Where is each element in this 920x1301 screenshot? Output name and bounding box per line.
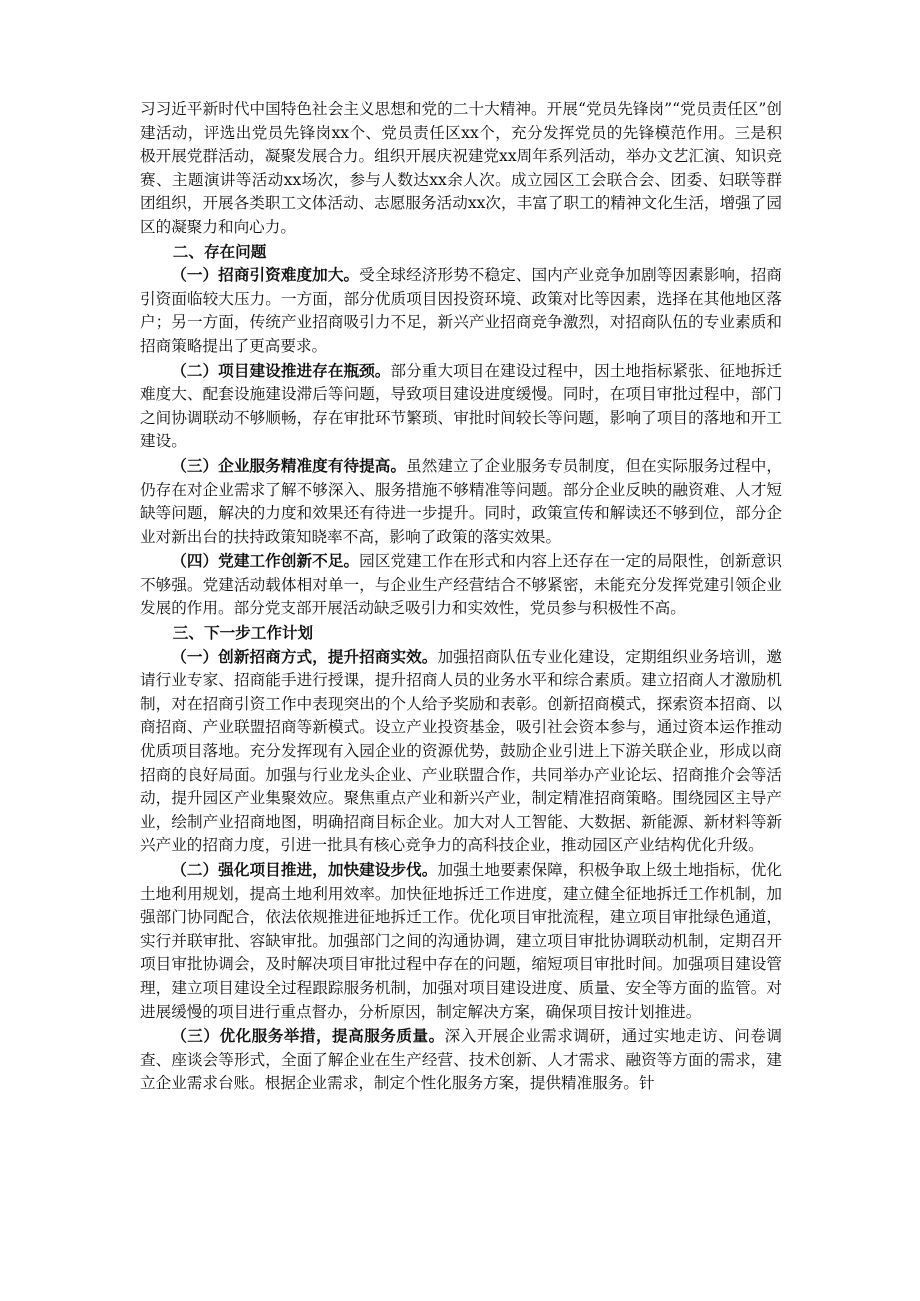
plan-paragraph bbox=[140, 645, 782, 858]
plan-paragraph bbox=[140, 858, 782, 1024]
problem-paragraph bbox=[140, 359, 782, 454]
intro-paragraph: 习习近平新时代中国特色社会主义思想和党的二十大精神。开展“党员先锋岗”“党员责任区”创建活动，评选出党员先锋岗xx个、党员责任区xx个，充分发挥党员的先锋模范作用。三是积极开展党群活动，凝聚发展合力。组织开展庆祝建党xx周年系列活动，举办文艺汇演、知识竞赛、主题演讲等活动xx场次，参与人数达xx余人次。成立园区工会联合会、团委、妇联等群团组织，开展各类职工文体活动、志愿服务活动xx次，丰富了职工的精神文化生活，增强了园区的凝聚力和向心力。 bbox=[140, 100, 782, 236]
problem-text: 受全球经济形势不稳定、国内产业竞争加剧等因素影响，招商引资面临较大压力。一方面，部分优质项目因投资环境、政策对比等因素，选择在其他地区落户；另一方面，传统产业招商吸引力不足，新兴产业招商竞争激烈，对招商队伍的专业素质和招商策略提出了更高要求。 bbox=[140, 266, 782, 355]
problem-paragraph bbox=[140, 263, 782, 358]
problem-lead: （四）党建工作创新不足。 bbox=[171, 551, 360, 571]
plan-paragraph bbox=[140, 1024, 782, 1096]
document-page bbox=[140, 98, 782, 1096]
problem-text: 部分重大项目在建设过程中，因土地指标紧张、征地拆迁难度大、配套设施建设滞后等问题，导致项目建设进度缓慢。同时，在项目审批过程中，部门之间协调联动不够顺畅，存在审批环节繁琐、审批时间较长等问题，影响了项目的落地和开工建设。 bbox=[140, 361, 782, 451]
problem-lead: （一）招商引资难度加大。 bbox=[171, 265, 360, 285]
problem-paragraph bbox=[140, 549, 782, 621]
problem-paragraph bbox=[140, 454, 782, 549]
problem-text: 园区党建工作在形式和内容上还存在一定的局限性，创新意识不够强。党建活动载体相对单一，与企业生产经营结合不够紧密，未能充分发挥党建引领企业发展的作用。部分党支部开展活动缺乏吸引力和实效性，党员参与积极性不高。 bbox=[140, 552, 782, 618]
problem-text: 虽然建立了企业服务专员制度，但在实际服务过程中，仍存在对企业需求了解不够深入、服务措施不够精准等问题。部分企业反映的融资难、人才短缺等问题，解决的力度和效果还有待进一步提升。同时，政策宣传和解读还不够到位，部分企业对新出台的扶持政策知晓率不高，影响了政策的落实效果。 bbox=[140, 456, 782, 546]
plan-lead: （三）优化服务举措，提高服务质量。 bbox=[171, 1026, 445, 1046]
section-heading-problems: 二、存在问题 bbox=[172, 241, 267, 261]
problem-lead: （二）项目建设推进存在瓶颈。 bbox=[171, 360, 391, 380]
plan-text: 加强土地要素保障，积极争取上级土地指标，优化土地利用规划，提高土地利用效率。加快征地拆迁工作进度，建立健全征地拆迁工作机制，加强部门协同配合，依法依规推进征地拆迁工作。优化项目审批流程，建立项目审批绿色通道，实行并联审批、容缺审批。加强部门之间的沟通协调，建立项目审批协调联动机制，定期召开项目审批协调会，及时解决项目审批过程中存在的问题，缩短项目审批时间。加强项目建设管理，建立项目建设全过程跟踪服务机制，加强对项目建设进度、质量、安全等方面的监管。对进展缓慢的项目进行重点督办，分析原因，制定解决方案，确保项目按计划推进。 bbox=[140, 861, 782, 1021]
section-heading-plan: 三、下一步工作计划 bbox=[172, 623, 314, 643]
plan-lead: （二）强化项目推进，加快建设步伐。 bbox=[171, 860, 438, 879]
plan-text: 深入开展企业需求调研，通过实地走访、问卷调查、座谈会等形式，全面了解企业在生产经营、技术创新、人才需求、融资等方面的需求，建立企业需求台账。根据企业需求，制定个性化服务方案，提供精准服务。针 bbox=[140, 1027, 782, 1093]
plan-lead: （一）创新招商方式，提升招商实效。 bbox=[171, 646, 438, 666]
plan-text: 加强招商队伍专业化建设，定期组织业务培训，邀请行业专家、招商能手进行授课，提升招商人员的业务水平和综合素质。建立招商人才激励机制，对在招商引资工作中表现突出的个人给予奖励和表彰。创新招商模式，探索资本招商、以商招商、产业联盟招商等新模式。设立产业投资基金，吸引社会资本参与，通过资本运作推动优质项目落地。充分发挥现有入园企业的资源优势，鼓励企业引进上下游关联企业，形成以商招商的良好局面。加强与行业龙头企业、产业联盟合作，共同举办产业论坛、招商推介会等活动，提升园区产业集聚效应。聚焦重点产业和新兴产业，制定精准招商策略。围绕园区主导产业，绘制产业招商地图，明确招商目标企业。加大对人工智能、大数据、新能源、新材料等新兴产业的招商力度，引进一批具有核心竞争力的高科技企业，推动园区产业结构优化升级。 bbox=[140, 647, 782, 855]
problem-lead: （三）企业服务精准度有待提高。 bbox=[171, 455, 407, 475]
